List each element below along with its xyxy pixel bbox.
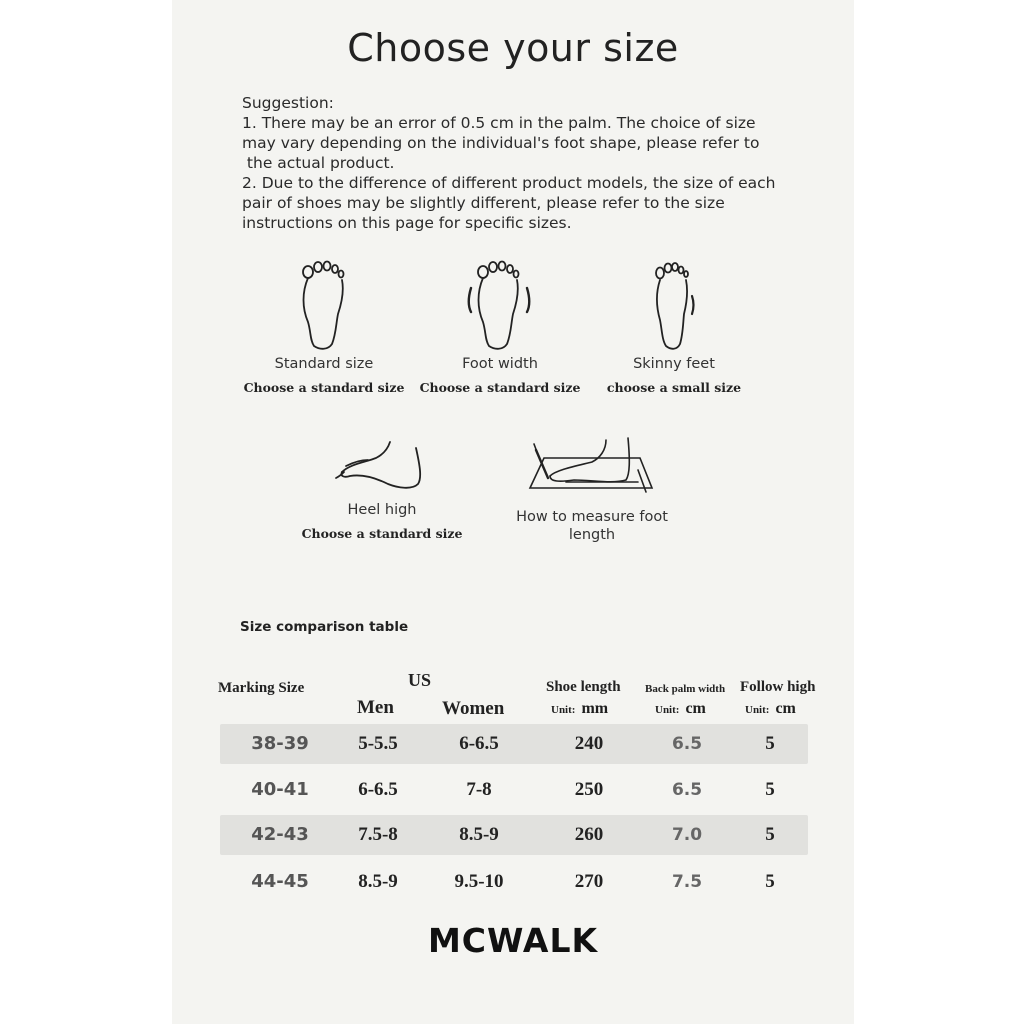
cell-back-palm-width: 7.5	[671, 872, 703, 892]
cell-marking-size: 38-39	[251, 733, 309, 754]
cell-back-palm-width: 7.0	[671, 825, 703, 845]
cell-back-palm-width: 6.5	[671, 734, 703, 754]
foot-type-label: Standard size	[274, 356, 374, 372]
header-marking-size: Marking Size	[218, 680, 305, 696]
foot-type-standard	[224, 258, 424, 395]
foot-type-heel-high	[282, 440, 482, 541]
measure-foot-guide	[492, 436, 692, 544]
high-heel-foot-icon	[332, 440, 432, 494]
suggestion-line: Suggestion:	[242, 94, 334, 112]
header-us: US	[408, 670, 432, 690]
table-row	[220, 770, 808, 810]
suggestion-line: the actual product.	[242, 154, 395, 172]
cell-us-women: 8.5-9	[459, 824, 499, 845]
foot-type-wide	[400, 258, 600, 395]
foot-type-label: Foot width	[462, 356, 538, 372]
cell-shoe-length: 250	[574, 779, 604, 800]
cell-shoe-length: 270	[574, 871, 604, 892]
cell-marking-size: 44-45	[251, 871, 309, 892]
unit-value: cm	[685, 700, 706, 717]
cell-us-men: 6-6.5	[358, 779, 398, 800]
cell-us-men: 5-5.5	[358, 733, 398, 754]
header-unit-cm	[745, 700, 796, 718]
cell-follow-high: 5	[765, 779, 775, 800]
cell-follow-high: 5	[765, 824, 775, 845]
wide-foot-icon	[465, 258, 535, 350]
cell-marking-size: 40-41	[251, 779, 309, 800]
header-unit-mm	[551, 700, 608, 718]
suggestion-line: instructions on this page for specific sizes.	[242, 214, 572, 232]
unit-value: cm	[775, 700, 796, 717]
unit-value: mm	[581, 700, 609, 717]
header-follow-high: Follow high	[740, 679, 816, 695]
cell-back-palm-width: 6.5	[671, 780, 703, 800]
cell-us-women: 9.5-10	[454, 871, 504, 892]
header-unit-cm	[655, 700, 706, 718]
unit-label: Unit:	[655, 704, 680, 716]
table-title: Size comparison table	[240, 619, 409, 635]
header-back-palm-width: Back palm width	[645, 683, 726, 695]
suggestion-line: 2. Due to the difference of different product models, the size of each	[242, 174, 776, 192]
table-row	[220, 815, 808, 855]
unit-label: Unit:	[745, 704, 770, 716]
cell-us-men: 8.5-9	[358, 871, 398, 892]
header-women: Women	[442, 698, 505, 719]
foot-type-label: Heel high	[347, 502, 417, 518]
suggestion-text	[242, 93, 802, 233]
brand-logo-text: MCWALK	[427, 921, 599, 960]
page-title: Choose your size	[347, 26, 679, 70]
unit-label: Unit:	[551, 704, 576, 716]
standard-foot-icon	[294, 258, 354, 350]
foot-type-skinny	[574, 258, 774, 395]
measure-foot-icon	[526, 436, 658, 496]
foot-type-label: Skinny feet	[633, 356, 715, 372]
foot-type-advice: Choose a standard size	[419, 380, 581, 395]
cell-marking-size: 42-43	[251, 824, 309, 845]
cell-us-women: 7-8	[466, 779, 492, 800]
cell-us-men: 7.5-8	[358, 824, 398, 845]
foot-type-label: How to measure foot length	[516, 509, 668, 543]
header-men: Men	[357, 697, 394, 718]
cell-follow-high: 5	[765, 871, 775, 892]
table-row	[220, 862, 808, 902]
table-row	[220, 724, 808, 764]
cell-shoe-length: 260	[574, 824, 604, 845]
cell-follow-high: 5	[765, 733, 775, 754]
suggestion-line: may vary depending on the individual's foot shape, please refer to	[242, 134, 760, 152]
cell-shoe-length: 240	[574, 733, 604, 754]
cell-us-women: 6-6.5	[459, 733, 499, 754]
skinny-foot-icon	[644, 258, 704, 350]
foot-type-advice: Choose a standard size	[301, 526, 463, 541]
suggestion-line: pair of shoes may be slightly different, please refer to the size	[242, 194, 725, 212]
foot-type-advice: Choose a standard size	[243, 380, 405, 395]
header-shoe-length: Shoe length	[546, 679, 621, 695]
suggestion-line: 1. There may be an error of 0.5 cm in the palm. The choice of size	[242, 114, 756, 132]
foot-type-advice: choose a small size	[606, 380, 742, 395]
